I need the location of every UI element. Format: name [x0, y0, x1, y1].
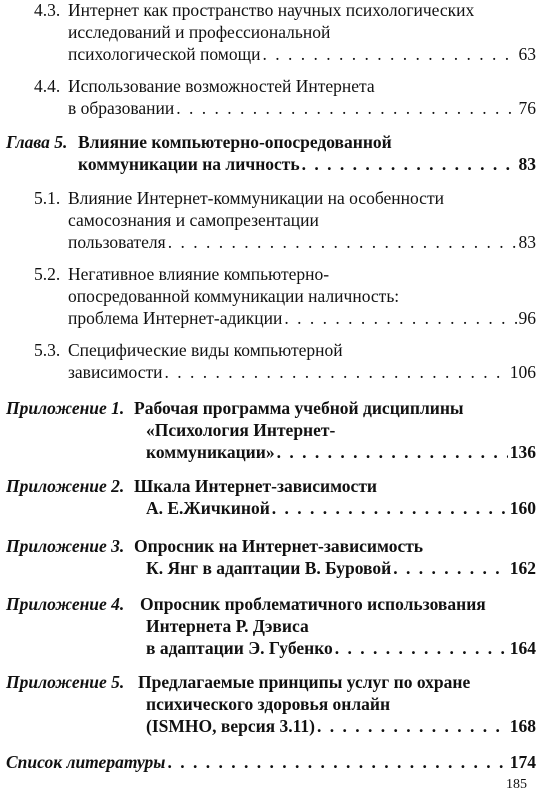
page-folio: 185: [506, 777, 527, 792]
leader-dots: [164, 362, 507, 382]
entry-title-line: А. Е.Жичкиной: [146, 498, 270, 518]
page-number: 96: [518, 308, 536, 328]
page-number: 174: [509, 752, 536, 772]
entry-title-line: Предлагаемые принципы услуг по охране: [138, 672, 471, 692]
page-number: 168: [509, 716, 536, 736]
entry-title-line: Влияние компьютерно-опосредованной: [78, 132, 392, 152]
appendix-label: Приложение 1.: [6, 398, 125, 418]
entry-number: 5.2.: [34, 264, 61, 284]
entry-title-line: опосредованной коммуникации наличность:: [68, 286, 400, 306]
entry-title-line: психологической помощи: [68, 44, 261, 64]
appendix-label: Приложение 2.: [6, 476, 125, 496]
appendix-label: Приложение 5.: [6, 672, 125, 692]
entry-title-line: в адаптации Э. Губенко: [146, 638, 333, 658]
entry-title-line: зависимости: [68, 362, 163, 382]
entry-number: 4.3.: [34, 0, 61, 20]
entry-title-line: К. Янг в адаптации В. Буровой: [146, 558, 392, 578]
page-number: 63: [518, 44, 536, 64]
entry-number: 5.1.: [34, 188, 61, 208]
entry-number: 4.4.: [34, 76, 61, 96]
entry-title-line: Опросник проблематичного использования: [140, 594, 486, 614]
leader-dots: [277, 442, 508, 462]
page-number: 164: [509, 638, 536, 658]
page-number: 162: [509, 558, 536, 578]
page-number: 160: [509, 498, 536, 518]
entry-title-line: в образовании: [68, 98, 175, 118]
page-number: 136: [509, 442, 536, 462]
entry-title-line: коммуникации на личность: [78, 154, 300, 174]
entry-title-line: Использование возможностей Интернета: [68, 76, 375, 96]
entry-title-line: «Психология Интернет-: [146, 420, 336, 440]
leader-dots: [284, 308, 516, 328]
entry-title-line: Интернет как пространство научных психологических: [68, 0, 475, 20]
bibliography-label: Список литературы: [6, 752, 166, 772]
leader-dots: [168, 232, 517, 252]
leader-dots: [176, 98, 516, 118]
appendix-label: Приложение 4.: [6, 594, 125, 614]
leader-dots: [393, 558, 508, 578]
chapter-label: Глава 5.: [6, 132, 68, 152]
page-number: 106: [509, 362, 536, 382]
entry-number: 5.3.: [34, 340, 61, 360]
page-number: 76: [518, 98, 536, 118]
entry-title-line: Опросник на Интернет-зависимость: [134, 536, 424, 556]
entry-title-line: проблема Интернет-адикции: [68, 308, 283, 328]
entry-title-line: коммуникации»: [146, 442, 275, 462]
leader-dots: [335, 638, 508, 658]
entry-title-line: Специфические виды компьютерной: [68, 340, 343, 360]
entry-title-line: самосознания и самопрезентации: [68, 210, 319, 230]
leader-dots: [317, 716, 508, 736]
entry-title-line: исследований и профессиональной: [68, 22, 331, 42]
entry-title-line: пользователя: [68, 232, 166, 252]
entry-title-line: Интернета Р. Дэвиса: [146, 616, 309, 636]
entry-title-line: Шкала Интернет-зависимости: [134, 476, 378, 496]
entry-title-line: Негативное влияние компьютерно-: [68, 264, 330, 284]
entry-title-line: Влияние Интернет-коммуникации на особенности: [68, 188, 444, 208]
leader-dots: [272, 498, 508, 518]
appendix-label: Приложение 3.: [6, 536, 125, 556]
leader-dots: [302, 154, 517, 174]
page-number: 83: [518, 232, 536, 252]
page-number: 83: [518, 154, 536, 174]
entry-title-line: (ISMHO, версия 3.11): [146, 716, 315, 736]
leader-dots: [167, 752, 507, 772]
leader-dots: [262, 44, 516, 64]
entry-title-line: Рабочая программа учебной дисциплины: [134, 398, 464, 418]
entry-title-line: психического здоровья онлайн: [146, 694, 391, 714]
